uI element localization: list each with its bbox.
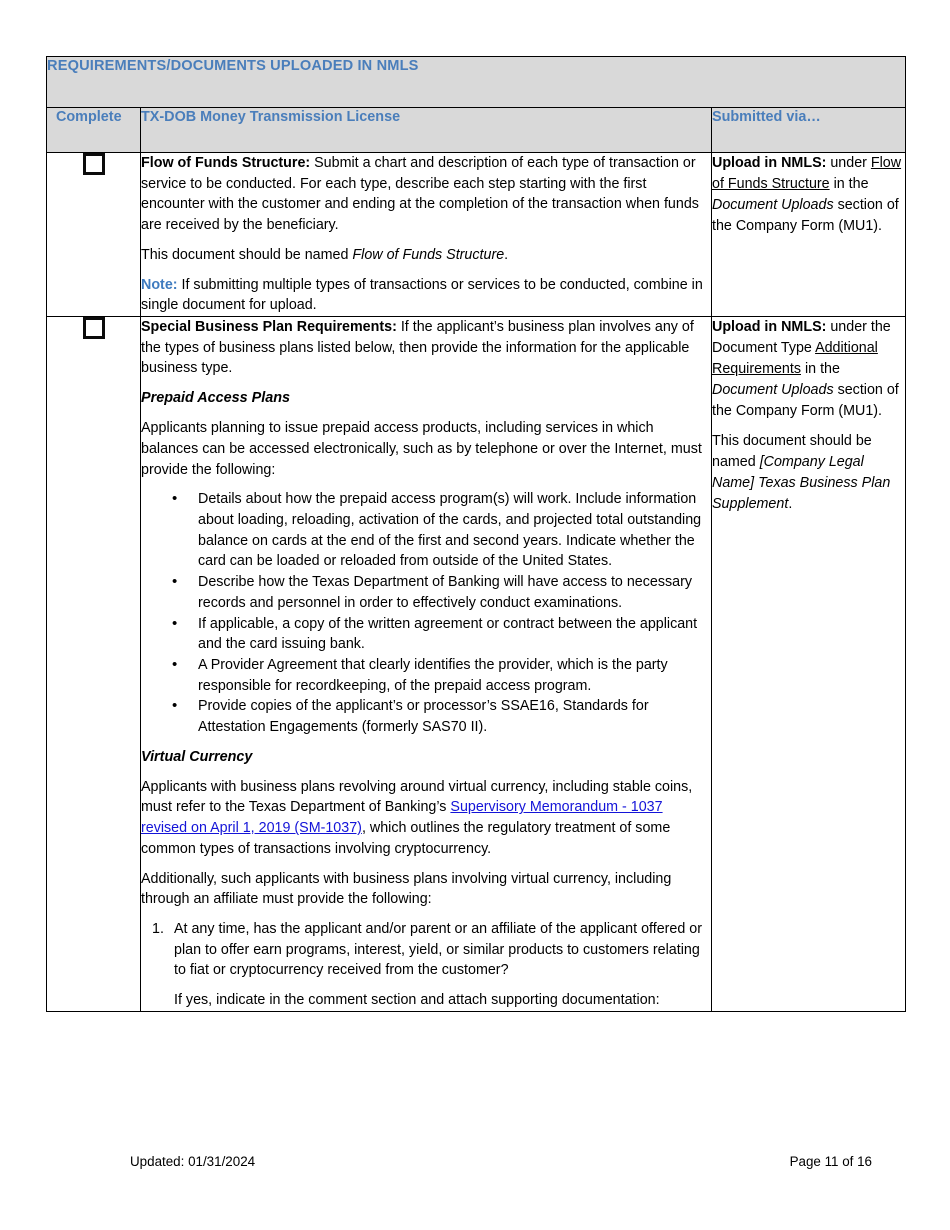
upload-section-2: Document Uploads bbox=[712, 382, 834, 399]
supervisory-memorandum-link[interactable]: Supervisory Memorandum - 1037 revised on April 1, 2019 (SM-1037) bbox=[141, 799, 663, 837]
vc-text-pre: Applicants with business plans revolving around virtual currency, including stable coins, must refer to the Texas Department of Banking’s bbox=[141, 778, 693, 816]
upload-section-1: Document Uploads bbox=[712, 197, 834, 214]
special-plan-label: Special Business Plan Requirements: bbox=[141, 319, 397, 336]
footer-updated: Updated: 01/31/2024 bbox=[130, 1154, 256, 1169]
naming-document-name: Flow of Funds Structure bbox=[352, 246, 505, 263]
prepaid-intro-paragraph: Applicants planning to issue prepaid access products, including services in which balances can be accessed electronically, such as by telephone or over the Internet, must provide the following: bbox=[141, 420, 702, 478]
flow-of-funds-note bbox=[141, 275, 711, 316]
flow-of-funds-naming bbox=[141, 245, 711, 266]
upload-doctype-1: Flow of Funds Structure bbox=[712, 155, 902, 193]
flow-of-funds-paragraph bbox=[141, 153, 711, 236]
table-title-cell bbox=[47, 57, 906, 108]
list-item: • A Provider Agreement that clearly identifies the provider, which is the party responsible for recordkeeping, of the prepaid access program. bbox=[198, 655, 711, 696]
naming-prefix: This document should be named bbox=[141, 246, 353, 263]
special-plan-intro bbox=[141, 317, 711, 379]
virtual-currency-numbered-list bbox=[141, 919, 711, 981]
checkbox-icon[interactable] bbox=[83, 153, 105, 175]
header-via bbox=[712, 108, 906, 153]
prepaid-bullet-list bbox=[141, 489, 711, 738]
requirement-cell-2 bbox=[141, 317, 712, 1012]
upload-text-c-2: section of the Company Form (MU1). bbox=[712, 382, 899, 420]
upload-text-a-2: under the Document Type bbox=[712, 319, 891, 357]
page-footer bbox=[46, 1154, 905, 1169]
submitted-via-cell-1 bbox=[712, 153, 906, 317]
upload-text-b-1: in the bbox=[829, 176, 869, 193]
list-item: • If applicable, a copy of the written agreement or contract between the applicant and the card issuing bank. bbox=[198, 614, 711, 655]
complete-cell-1[interactable] bbox=[47, 153, 141, 317]
flow-of-funds-label: Flow of Funds Structure: bbox=[141, 155, 311, 171]
naming-prefix-2: This document should be named bbox=[712, 433, 872, 471]
naming-suffix-2: . bbox=[788, 496, 793, 513]
upload-label-2: Upload in NMLS: bbox=[712, 319, 827, 336]
table-title-row bbox=[47, 57, 906, 108]
subheading-virtual-currency: Virtual Currency bbox=[141, 748, 253, 765]
checkbox-icon[interactable] bbox=[83, 317, 105, 339]
upload-label-1: Upload in NMLS: bbox=[712, 155, 827, 171]
flow-of-funds-body: Submit a chart and description of each type of transaction or service to be conducted. For each type, describe each step starting with the first encounter with the customer and ending at the completion of the transaction when funds are received by the beneficiary. bbox=[141, 155, 699, 234]
vc-text-post: , which outlines the regulatory treatment of some common types of transactions involving cryptocurrency. bbox=[141, 820, 671, 857]
upload-text-a-1: under bbox=[826, 155, 871, 171]
list-item: • Details about how the prepaid access program(s) will work. Include information about loading, reloading, activation of the cards, and projected total outstanding balance on cards at the end of the first and second years. Indicate whether the card can be loaded or reloaded from outside of the United States. bbox=[198, 489, 711, 572]
footer-page-number: Page 11 of 16 bbox=[789, 1154, 872, 1169]
table-title-text: REQUIREMENTS/DOCUMENTS UPLOADED IN NMLS bbox=[47, 58, 419, 74]
table-header-row bbox=[47, 108, 906, 153]
upload-doctype-2: Additional Requirements bbox=[712, 340, 878, 378]
document-naming-2 bbox=[712, 431, 905, 515]
virtual-currency-paragraph bbox=[141, 777, 711, 860]
table-row-flow-of-funds bbox=[47, 153, 906, 317]
list-item: • Provide copies of the applicant’s or processor’s SSAE16, Standards for Attestation Engagements (formerly SAS70 II). bbox=[198, 696, 711, 737]
special-plan-body: If the applicant’s business plan involves any of the types of business plans listed below, then provide the information for the applicable business type. bbox=[141, 319, 694, 377]
complete-cell-2[interactable] bbox=[47, 317, 141, 1012]
virtual-currency-additional: Additionally, such applicants with business plans involving virtual currency, including through an affiliate must provide the following: bbox=[141, 870, 672, 908]
header-main-label: TX-DOB Money Transmission License bbox=[141, 109, 401, 125]
list-item: • Describe how the Texas Department of Banking will have access to necessary records and personnel in order to effectively conduct examinations. bbox=[198, 572, 711, 613]
naming-suffix: . bbox=[504, 246, 509, 263]
header-complete bbox=[47, 108, 141, 153]
note-body: If submitting multiple types of transactions or services to be conducted, combine in single document for upload. bbox=[141, 276, 703, 314]
header-complete-label: Complete bbox=[56, 109, 122, 125]
table-row-special-business-plan bbox=[47, 317, 906, 1012]
upload-instruction-1 bbox=[712, 153, 905, 237]
naming-document-name-2: [Company Legal Name] Texas Business Plan Supplement bbox=[712, 454, 891, 513]
subheading-prepaid-access-plans: Prepaid Access Plans bbox=[141, 390, 291, 407]
header-main bbox=[141, 108, 712, 153]
requirements-table bbox=[46, 56, 906, 1012]
header-via-label: Submitted via… bbox=[712, 109, 821, 125]
note-label: Note: bbox=[141, 276, 178, 293]
upload-instruction-2 bbox=[712, 317, 905, 422]
upload-text-c-1: section of the Company Form (MU1). bbox=[712, 197, 899, 235]
list-item: At any time, has the applicant and/or parent or an affiliate of the applicant offered or plan to offer earn programs, interest, yield, or similar products to customers relating to fiat or cryptocurrency received from the customer? bbox=[174, 921, 703, 979]
if-yes-instruction: If yes, indicate in the comment section and attach supporting documentation: bbox=[174, 992, 660, 1009]
upload-text-b-2: in the bbox=[801, 361, 840, 378]
requirement-cell-1 bbox=[141, 153, 712, 317]
submitted-via-cell-2 bbox=[712, 317, 906, 1012]
